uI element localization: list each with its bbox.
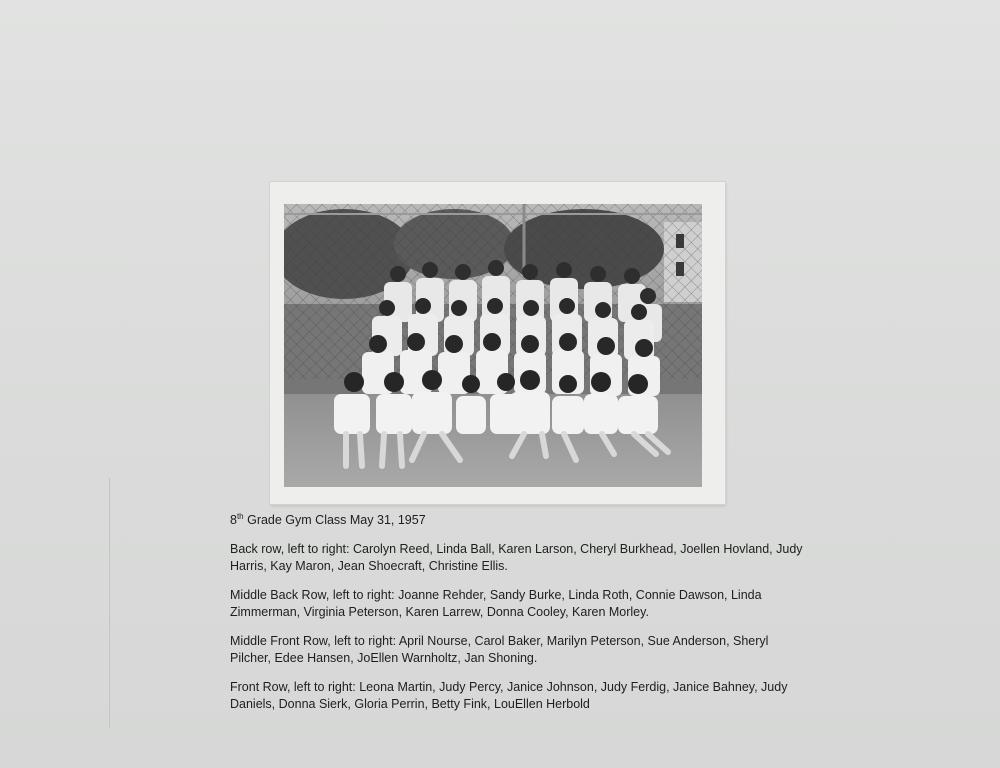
caption-front-row: Front Row, left to right: Leona Martin, Judy Percy, Janice Johnson, Judy Ferdig, Janice Bahney, Judy Daniels, Donna Sierk, Gloria Perrin, Betty Fink, LouEllen Herbold: [230, 680, 788, 711]
caption-title-ordinal: th: [236, 511, 244, 521]
caption-title-grade: 8: [230, 513, 237, 527]
class-photograph: [284, 204, 702, 487]
photo-illustration: [284, 204, 702, 487]
caption-middle-front-row: Middle Front Row, left to right: April Nourse, Carol Baker, Marilyn Peterson, Sue Anderson, Sheryl Pilcher, Edee Hansen, JoEllen Warnholtz, Jan Shoning.: [230, 634, 769, 665]
caption-middle-back-row: Middle Back Row, left to right: Joanne Rehder, Sandy Burke, Linda Roth, Connie Dawson, Linda Zimmerman, Virginia Peterson, Karen Larrew, Donna Cooley, Karen Morley.: [230, 588, 762, 619]
caption-title-rest: Grade Gym Class May 31, 1957: [243, 513, 426, 527]
photo-caption: [230, 512, 805, 725]
caption-title: [230, 512, 805, 529]
paper-crease-line: [109, 478, 110, 728]
caption-back-row: Back row, left to right: Carolyn Reed, Linda Ball, Karen Larson, Cheryl Burkhead, Joellen Hovland, Judy Harris, Kay Maron, Jean Shoecraft, Christine Ellis.: [230, 542, 803, 573]
